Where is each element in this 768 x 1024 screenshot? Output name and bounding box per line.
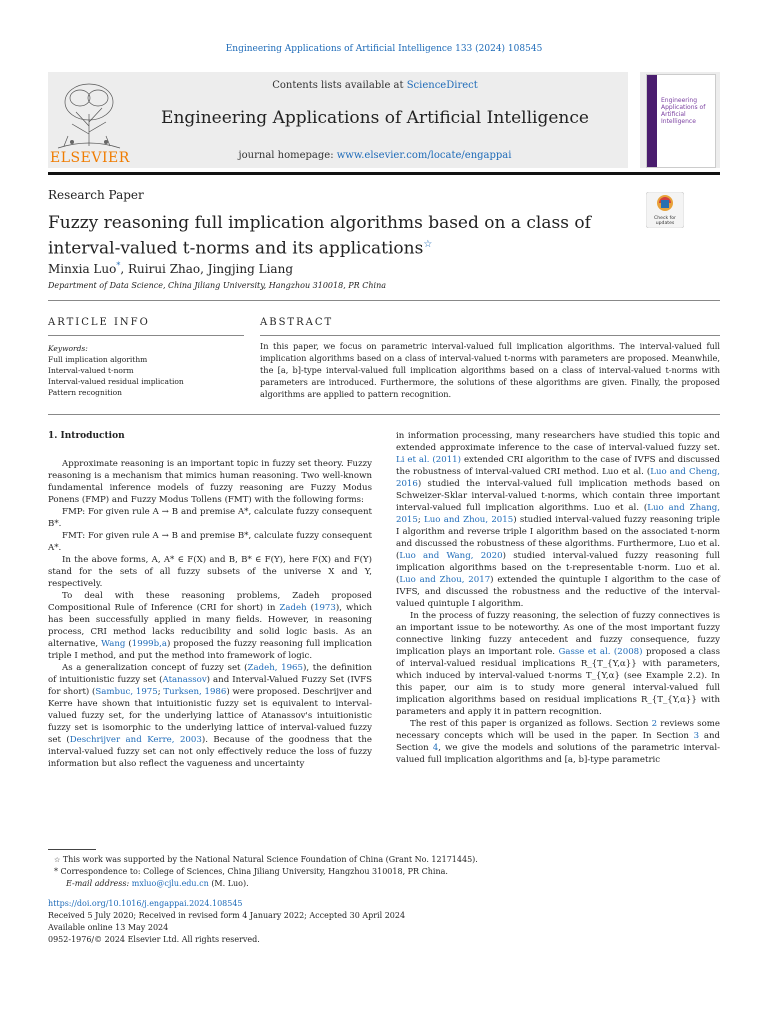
fmp-definition: FMP: For given rule A → B and premise A*, calculate fuzzy consequent B*. xyxy=(48,507,372,529)
section-link[interactable]: 3 xyxy=(693,731,700,741)
journal-title: Engineering Applications of Artificial Intelligence xyxy=(161,108,589,128)
sciencedirect-link[interactable]: ScienceDirect xyxy=(406,80,478,91)
keyword-item: Pattern recognition xyxy=(48,388,122,397)
section-link[interactable]: 4 xyxy=(432,743,439,753)
abstract-text: In this paper, we focus on parametric interval-valued full implication algorithms. The interval-valued full implication algorithms based on a class of interval-valued t-norms with parameters are proposed. Meanwhile, the [a, b]-type interval-valued full implication algorithms based on a class of interval-valued t-norms with parameters are introduced. Furthermore, the solutions of these algorithms are given. Finally, the proposed algorithms are applied to pattern recognition. xyxy=(260,341,720,399)
contents-line xyxy=(130,80,620,91)
online-date: Available online 13 May 2024 xyxy=(48,923,169,932)
citation-link[interactable]: Luo and Cheng, 2016 xyxy=(396,467,720,489)
journal-cover-image[interactable] xyxy=(640,72,720,168)
divider xyxy=(48,300,720,301)
keywords-label: Keywords: xyxy=(48,344,88,353)
cover-title: Engineering Applications of Artificial Intelligence xyxy=(661,97,706,125)
citation-link[interactable]: Zadeh xyxy=(279,603,307,613)
paper-type-label: Research Paper xyxy=(48,188,144,202)
homepage-link[interactable]: www.elsevier.com/locate/engappai xyxy=(336,150,512,161)
citation-link[interactable]: Deschrijver and Kerre, 2003 xyxy=(69,735,202,745)
footnotes xyxy=(48,854,720,890)
paper-title-text: Fuzzy reasoning full implication algorithms based on a class of interval-valued t-norms and its applications xyxy=(48,213,591,259)
footnote-divider xyxy=(48,849,96,850)
paragraph: As a generalization concept of fuzzy set (Zadeh, 1965), the definition of intuitionistic fuzzy set (Atanassov) and Interval-Valued Fuzzy Set (IVFS for short) (Sambuc, 1975; Turksen, 1986) were proposed. Deschrijver and Kerre have shown that intuitionistic fuzzy set is equivalent to interval-valued fuzzy set, for the underlying lattice of Atanassov's intuitionistic fuzzy set is isomorphic to the underlying lattice of interval-valued fuzzy set (Deschrijver and Kerre, 2003). Because of the goodness that the interval-valued fuzzy set can not only effectively reduce the loss of fuzzy information but also reflect the vagueness and uncertainty xyxy=(48,663,373,769)
fmt-definition: FMT: For given rule A → B and premise B*, calculate fuzzy consequent A*. xyxy=(48,531,372,553)
publisher-logo-text: ELSEVIER xyxy=(50,150,130,166)
citation-link[interactable]: 1999b,a xyxy=(131,639,167,649)
correspondence-footnote: * Correspondence to: College of Sciences, China Jiliang University, Hangzhou 310018, PR China. xyxy=(54,867,448,876)
title-footnote-star-icon[interactable]: ☆ xyxy=(423,239,433,250)
doi-link[interactable]: https://doi.org/10.1016/j.engappai.2024.108545 xyxy=(48,899,243,908)
article-info-heading: ARTICLE INFO xyxy=(48,317,150,328)
email-link[interactable]: mxluo@cjlu.edu.cn xyxy=(131,879,209,888)
publication-info xyxy=(48,898,720,946)
paragraph: in information processing, many researchers have studied this topic and extended approximate inference to the case of interval-valued fuzzy set. Li et al. (2011) extended CRI algorithm to the case of IVFS and discussed the robustness of interval-valued CRI method. Luo et al. (Luo and Cheng, 2016) studied the interval-valued full implication methods based on Schweizer-Sklar interval-valued t-norms, which contain three important interval-valued full implication algorithms. Luo et al. (Luo and Zhang, 2015; Luo and Zhou, 2015) studied interval-valued fuzzy reasoning triple I algorithm and reverse triple I algorithm based on the associated t-norm and discussed the robustness of these algorithms. Furthermore, Luo et al. (Luo and Wang, 2020) studied interval-valued fuzzy reasoning full implication algorithms based on the t-representable t-norm. Luo et al. (Luo and Zhou, 2017) extended the quintuple I algorithm to the case of IVFS, and discussed the robustness and the reductive of the interval-valued quintuple I algorithm. xyxy=(396,431,720,609)
citation-link[interactable]: Luo and Zhou, 2017 xyxy=(399,575,491,585)
citation-link[interactable]: Li et al. (2011) xyxy=(396,455,461,465)
journal-reference[interactable]: Engineering Applications of Artificial Intelligence 133 (2024) 108545 xyxy=(225,44,543,54)
paragraph: To deal with these reasoning problems, Zadeh proposed Compositional Rule of Inference (CRI for short) in Zadeh (1973), which has been successfully applied in many fields. However, in reasoning process, CRI method lacks reducibility and solid logic basis. As an alternative, Wang (1999b,a) proposed the fuzzy reasoning full implication triple I method, and put the method into framework of logic. xyxy=(48,591,372,661)
paragraph: In the above forms, A, A* ∈ F(X) and B, B* ∈ F(Y), here F(X) and F(Y) stand for the sets of all fuzzy subsets of the universe X and Y, respectively. xyxy=(48,555,372,589)
citation-link[interactable]: Luo and Zhou, 2015 xyxy=(424,515,514,525)
citation-link[interactable]: Gasse et al. (2008) xyxy=(558,647,643,657)
copyright: 0952-1976/© 2024 Elsevier Ltd. All rights reserved. xyxy=(48,935,260,944)
abstract-heading: ABSTRACT xyxy=(260,317,334,328)
divider xyxy=(48,414,720,415)
citation-link[interactable]: Sambuc, 1975 xyxy=(95,687,158,697)
citation-link[interactable]: Atanassov xyxy=(162,675,207,685)
author-list xyxy=(48,261,293,276)
check-for-updates-icon[interactable] xyxy=(646,192,684,228)
citation-link[interactable]: Turksen, 1986 xyxy=(163,687,227,697)
divider xyxy=(48,335,244,336)
section-heading-introduction: 1. Introduction xyxy=(48,431,125,441)
paragraph: The rest of this paper is organized as follows. Section 2 reviews some necessary concepts which will be used in the paper. In Section 3 and Section 4, we give the models and solutions of the parametric interval-valued full implication algorithms and [a, b]-type parametric xyxy=(396,719,721,765)
keyword-item: Interval-valued residual implication xyxy=(48,377,184,386)
citation-link[interactable]: Zadeh, 1965 xyxy=(247,663,303,673)
keyword-item: Full implication algorithm xyxy=(48,355,148,364)
citation-link[interactable]: Luo and Wang, 2020 xyxy=(399,551,503,561)
keyword-item: Interval-valued t-norm xyxy=(48,366,134,375)
other-authors: , Ruirui Zhao, Jingjing Liang xyxy=(120,262,293,276)
keywords-block xyxy=(48,343,244,398)
paragraph: In the process of fuzzy reasoning, the selection of fuzzy connectives is an important issue to be noteworthy. As one of the most important fuzzy connective linking fuzzy antecedent and fuzzy consequence, fuzzy implication plays an important role. Gasse et al. (2008) proposed a class of interval-valued residual implications R_{T_{Y,α}} with parameters, which induced by interval-valued t-norms T_{Y,α} (see Example 2.2). In this paper, our aim is to study more general interval-valued full implication algorithms based on residual implications R_{T_{Y,α}} with parameters and apply it in pattern recognition. xyxy=(396,611,721,717)
divider xyxy=(260,335,720,336)
homepage-prefix: journal homepage: xyxy=(238,150,337,161)
homepage-line xyxy=(130,150,620,161)
header-divider xyxy=(48,172,720,175)
corresponding-author-mark[interactable]: * xyxy=(116,261,121,270)
body-column-left xyxy=(48,430,372,770)
paragraph: Approximate reasoning is an important topic in fuzzy set theory. Fuzzy reasoning is a mechanism that mimics human reasoning. Two well-known fundamental inference models of fuzzy reasoning are Fuzzy Modus Ponens (FMP) and Fuzzy Modus Tollens (FMT) with the following forms: xyxy=(48,459,372,505)
funding-footnote: ☆ This work was supported by the National Natural Science Foundation of China (Grant No. 12171445). xyxy=(54,855,478,864)
svg-text:updates: updates xyxy=(655,221,675,226)
section-link[interactable]: 2 xyxy=(651,719,658,729)
paper-title xyxy=(48,212,608,260)
body-column-right xyxy=(396,430,720,766)
svg-text:Check for: Check for xyxy=(654,216,676,221)
received-dates: Received 5 July 2020; Received in revised form 4 January 2022; Accepted 30 April 2024 xyxy=(48,911,406,920)
citation-link[interactable]: Luo and Zhang, 2015 xyxy=(396,503,720,525)
author-name[interactable]: Minxia Luo xyxy=(48,262,117,276)
affiliation: Department of Data Science, China Jiliang University, Hangzhou 310018, PR China xyxy=(48,281,386,290)
citation-link[interactable]: Wang xyxy=(101,639,126,649)
contents-prefix: Contents lists available at xyxy=(272,80,407,91)
citation-link[interactable]: 1973 xyxy=(314,603,336,613)
email-footnote: E-mail address: mxluo@cjlu.edu.cn (M. Luo). xyxy=(66,879,249,888)
